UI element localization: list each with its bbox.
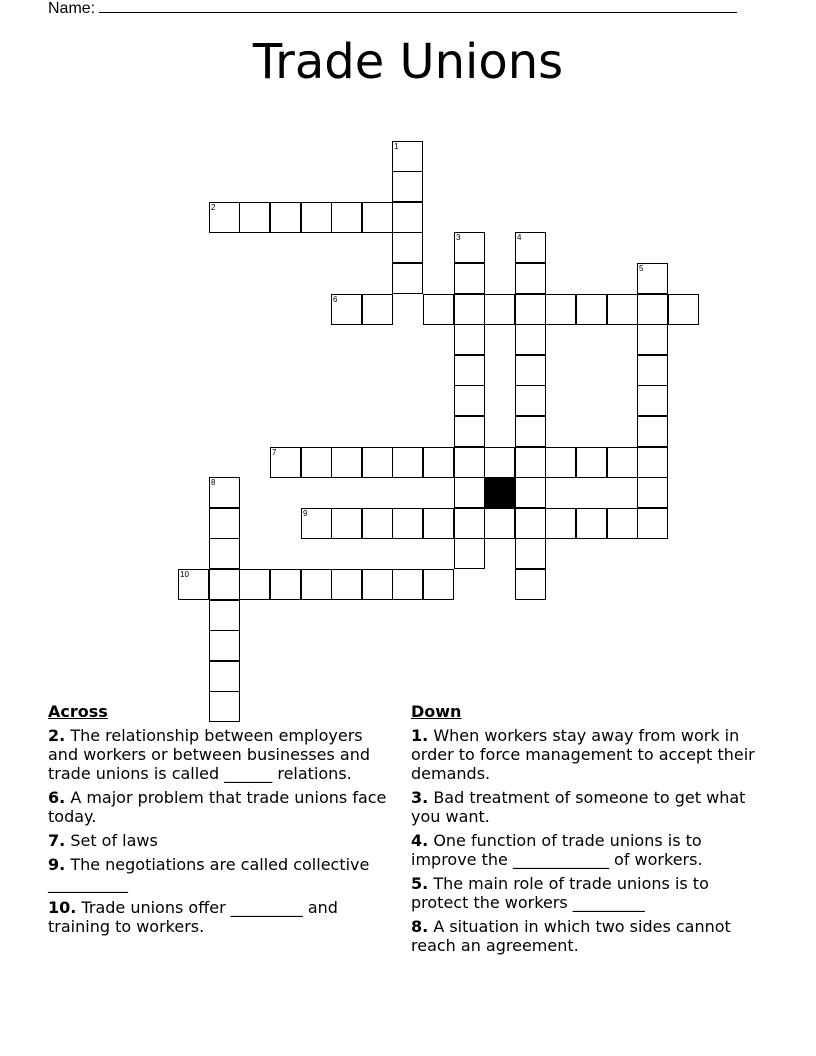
crossword-cell[interactable] [239, 569, 270, 600]
crossword-cell[interactable] [545, 294, 576, 325]
crossword-cell[interactable] [515, 416, 546, 447]
crossword-cell[interactable] [607, 294, 638, 325]
page-title: Trade Unions [252, 34, 564, 90]
crossword-cell[interactable] [209, 508, 240, 539]
crossword-cell[interactable] [178, 569, 209, 600]
down-clue [411, 726, 771, 783]
clue-number: 2. [48, 726, 66, 745]
clue-number-label: 3 [456, 233, 461, 242]
clue-text: Set of laws [70, 831, 158, 850]
across-clue [48, 898, 393, 936]
clue-number: 3. [411, 788, 429, 807]
crossword-cell[interactable] [331, 202, 362, 233]
crossword-cell[interactable] [637, 508, 668, 539]
clue-number-label: 6 [333, 295, 338, 304]
clue-number: 7. [48, 831, 66, 850]
crossword-cell[interactable] [607, 447, 638, 478]
crossword-cell[interactable] [209, 569, 240, 600]
crossword-cell[interactable] [576, 508, 607, 539]
crossword-cell[interactable] [637, 447, 668, 478]
crossword-cell[interactable] [209, 600, 240, 631]
clue-text: One function of trade unions is to improve the ____________ of workers. [411, 831, 703, 869]
crossword-cell[interactable] [515, 447, 546, 478]
crossword-cell[interactable] [484, 447, 515, 478]
down-clue [411, 788, 771, 826]
clue-number: 9. [48, 855, 66, 874]
crossword-cell[interactable] [423, 508, 454, 539]
crossword-cell[interactable] [392, 447, 423, 478]
crossword-cell[interactable] [270, 447, 301, 478]
crossword-cell[interactable] [515, 355, 546, 386]
crossword-cell[interactable] [301, 508, 332, 539]
crossword-cell[interactable] [362, 447, 393, 478]
crossword-cell[interactable] [423, 294, 454, 325]
clue-number-label: 8 [211, 478, 216, 487]
crossword-cell[interactable] [209, 661, 240, 692]
clue-number: 1. [411, 726, 429, 745]
clue-text: A situation in which two sides cannot reach an agreement. [411, 917, 731, 955]
crossword-cell[interactable] [209, 630, 240, 661]
crossword-cell[interactable] [484, 294, 515, 325]
crossword-cell[interactable] [331, 447, 362, 478]
crossword-cell[interactable] [454, 355, 485, 386]
down-clues [411, 702, 771, 960]
crossword-block [484, 477, 515, 508]
crossword-cell[interactable] [637, 294, 668, 325]
across-clue [48, 831, 393, 850]
crossword-cell[interactable] [209, 202, 240, 233]
across-clues [48, 702, 393, 941]
crossword-cell[interactable] [331, 294, 362, 325]
clue-text: Trade unions offer _________ and training to workers. [48, 898, 338, 936]
clue-number: 5. [411, 874, 429, 893]
crossword-cell[interactable] [209, 538, 240, 569]
crossword-cell[interactable] [454, 477, 485, 508]
name-label: Name: [48, 0, 96, 17]
crossword-cell[interactable] [607, 508, 638, 539]
clue-number-label: 2 [211, 203, 216, 212]
crossword-cell[interactable] [423, 447, 454, 478]
crossword-cell[interactable] [515, 324, 546, 355]
across-clue [48, 788, 393, 826]
crossword-cell[interactable] [239, 202, 270, 233]
crossword-cell[interactable] [270, 569, 301, 600]
crossword-cell[interactable] [515, 569, 546, 600]
clue-text: A major problem that trade unions face today. [48, 788, 387, 826]
crossword-cell[interactable] [545, 508, 576, 539]
clue-number-label: 4 [517, 233, 522, 242]
crossword-cell[interactable] [668, 294, 699, 325]
crossword-cell[interactable] [301, 202, 332, 233]
crossword-cell[interactable] [454, 416, 485, 447]
clue-number: 8. [411, 917, 429, 936]
clue-text: The main role of trade unions is to protect the workers _________ [411, 874, 709, 912]
crossword-cell[interactable] [454, 324, 485, 355]
clue-number: 4. [411, 831, 429, 850]
crossword-cell[interactable] [576, 447, 607, 478]
crossword-cell[interactable] [454, 294, 485, 325]
clue-text: Bad treatment of someone to get what you want. [411, 788, 746, 826]
crossword-cell[interactable] [392, 569, 423, 600]
crossword-cell[interactable] [637, 385, 668, 416]
down-clue [411, 874, 771, 912]
crossword-cell[interactable] [515, 508, 546, 539]
crossword-cell[interactable] [515, 538, 546, 569]
crossword-cell[interactable] [454, 385, 485, 416]
across-clue [48, 855, 393, 893]
clue-number-label: 7 [272, 448, 277, 457]
crossword-cell[interactable] [515, 232, 546, 263]
crossword-cell[interactable] [454, 447, 485, 478]
crossword-cell[interactable] [515, 385, 546, 416]
crossword-cell[interactable] [301, 569, 332, 600]
crossword-cell[interactable] [637, 355, 668, 386]
crossword-cell[interactable] [362, 508, 393, 539]
crossword-cell[interactable] [576, 294, 607, 325]
crossword-cell[interactable] [484, 508, 515, 539]
crossword-cell[interactable] [392, 263, 423, 294]
crossword-cell[interactable] [392, 508, 423, 539]
clue-text: The relationship between employers and workers or between businesses and trade unions is called ______ relations. [48, 726, 371, 783]
clue-number: 6. [48, 788, 66, 807]
crossword-cell[interactable] [637, 416, 668, 447]
crossword-cell[interactable] [392, 202, 423, 233]
clue-number-label: 10 [180, 570, 189, 579]
crossword-cell[interactable] [454, 538, 485, 569]
down-clue [411, 831, 771, 869]
clue-text: When workers stay away from work in order to force management to accept their demands. [411, 726, 755, 783]
crossword-cell[interactable] [515, 294, 546, 325]
crossword-cell[interactable] [454, 232, 485, 263]
crossword-cell[interactable] [362, 294, 393, 325]
crossword-cell[interactable] [362, 569, 393, 600]
clue-text: The negotiations are called collective __________ [48, 855, 370, 893]
crossword-cell[interactable] [515, 477, 546, 508]
clue-number-label: 1 [394, 142, 399, 151]
clue-number-label: 9 [303, 509, 308, 518]
crossword-cell[interactable] [454, 508, 485, 539]
crossword-cell[interactable] [545, 447, 576, 478]
crossword-cell[interactable] [392, 171, 423, 202]
crossword-cell[interactable] [331, 508, 362, 539]
down-clue [411, 917, 771, 955]
crossword-cell[interactable] [270, 202, 301, 233]
crossword-cell[interactable] [637, 324, 668, 355]
clue-number: 10. [48, 898, 77, 917]
crossword-cell[interactable] [454, 263, 485, 294]
across-clue [48, 726, 393, 783]
crossword-cell[interactable] [209, 477, 240, 508]
crossword-cell[interactable] [331, 569, 362, 600]
crossword-cell[interactable] [423, 569, 454, 600]
crossword-cell[interactable] [637, 263, 668, 294]
crossword-cell[interactable] [637, 477, 668, 508]
down-heading: Down [411, 702, 462, 721]
across-heading: Across [48, 702, 108, 721]
crossword-cell[interactable] [392, 141, 423, 172]
crossword-cell[interactable] [392, 232, 423, 263]
crossword-cell[interactable] [515, 263, 546, 294]
crossword-cell[interactable] [362, 202, 393, 233]
crossword-cell[interactable] [301, 447, 332, 478]
clue-number-label: 5 [639, 264, 644, 273]
